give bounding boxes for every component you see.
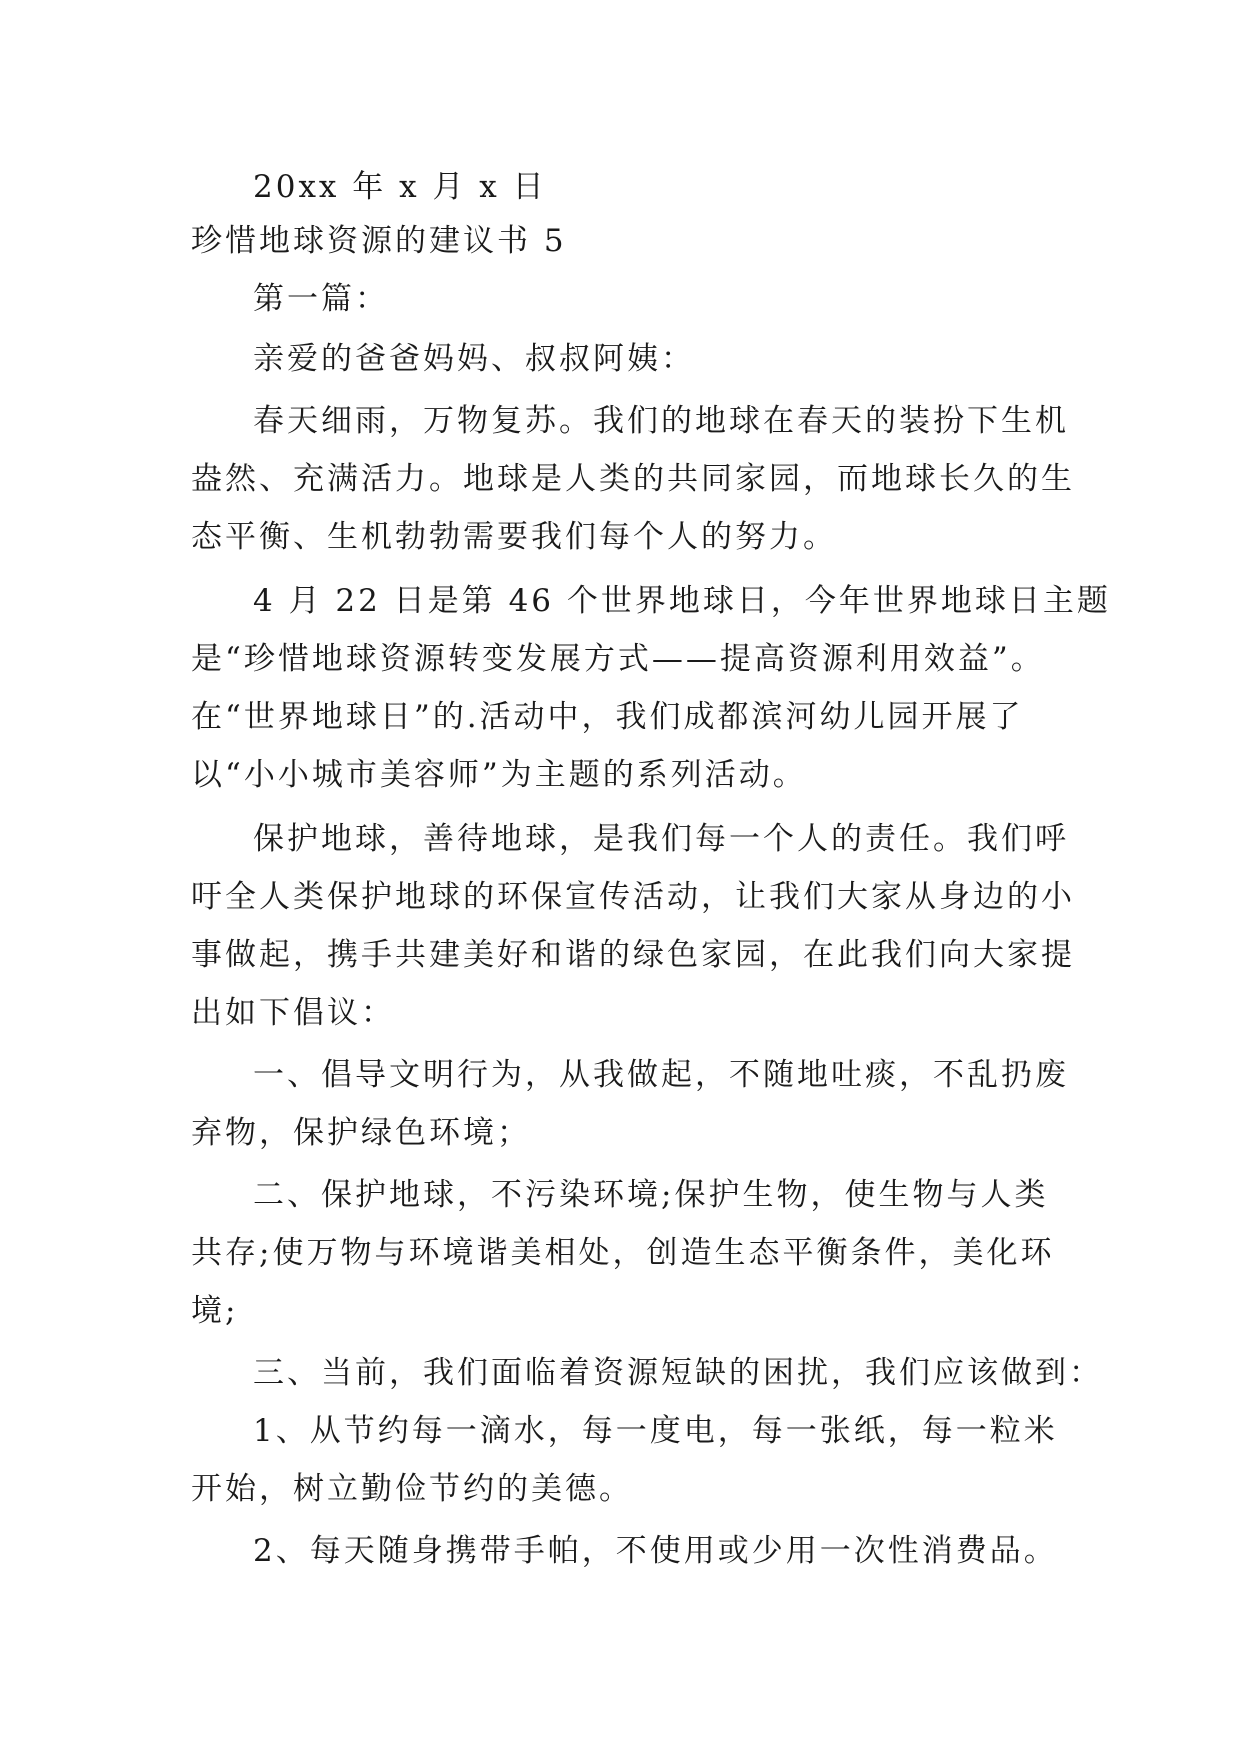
paragraph-line: 事做起，携手共建美好和谐的绿色家园，在此我们向大家提 [191,937,1075,973]
paragraph [191,1522,1058,1580]
paragraph-line: 境; [191,1293,239,1329]
paragraph-line: 春天细雨，万物复苏。我们的地球在春天的装扮下生机 [253,403,1069,439]
date-line: 20xx 年 x 月 x 日 [253,169,547,205]
paragraph [191,392,1075,566]
paragraph-line: 开始，树立勤俭节约的美德。 [191,1471,633,1507]
paragraph-line: 2、每天随身携带手帕，不使用或少用一次性消费品。 [253,1533,1058,1569]
paragraph-line: 三、当前，我们面临着资源短缺的困扰，我们应该做到： [253,1355,1103,1391]
document-title: 珍惜地球资源的建议书 5 [191,223,567,259]
paragraph-line: 吁全人类保护地球的环保宣传活动，让我们大家从身边的小 [191,879,1075,915]
paragraph-line: 态平衡、生机勃勃需要我们每个人的努力。 [191,519,837,555]
paragraph [191,572,1111,804]
paragraph [191,1046,1069,1162]
paragraph [191,1402,1058,1518]
paragraph-line: 4 月 22 日是第 46 个世界地球日，今年世界地球日主题 [253,583,1111,619]
paragraph-line: 出如下倡议： [191,995,395,1031]
paragraph-line: 共存;使万物与环境谐美相处，创造生态平衡条件，美化环 [191,1235,1055,1271]
document-page [191,158,1111,1580]
paragraph-line: 保护地球，善待地球，是我们每一个人的责任。我们呼 [253,821,1069,857]
paragraph-line: 在“世界地球日”的.活动中，我们成都滨河幼儿园开展了 [191,699,1024,735]
body-text [191,392,1111,1580]
paragraph [191,1166,1055,1340]
salutation: 亲爱的爸爸妈妈、叔叔阿姨： [253,341,695,377]
section-heading: 第一篇： [253,281,389,317]
paragraph [191,810,1075,1042]
paragraph-line: 一、倡导文明行为，从我做起，不随地吐痰，不乱扔废 [253,1057,1069,1093]
paragraph-line: 弃物，保护绿色环境； [191,1115,531,1151]
paragraph-line: 是“珍惜地球资源转变发展方式——提高资源利用效益”。 [191,641,1045,677]
paragraph [191,1344,1103,1402]
paragraph-line: 1、从节约每一滴水，每一度电，每一张纸，每一粒米 [253,1413,1058,1449]
paragraph-line: 以“小小城市美容师”为主题的系列活动。 [191,757,807,793]
paragraph-line: 二、保护地球，不污染环境;保护生物，使生物与人类 [253,1177,1049,1213]
paragraph-line: 盎然、充满活力。地球是人类的共同家园，而地球长久的生 [191,461,1075,497]
